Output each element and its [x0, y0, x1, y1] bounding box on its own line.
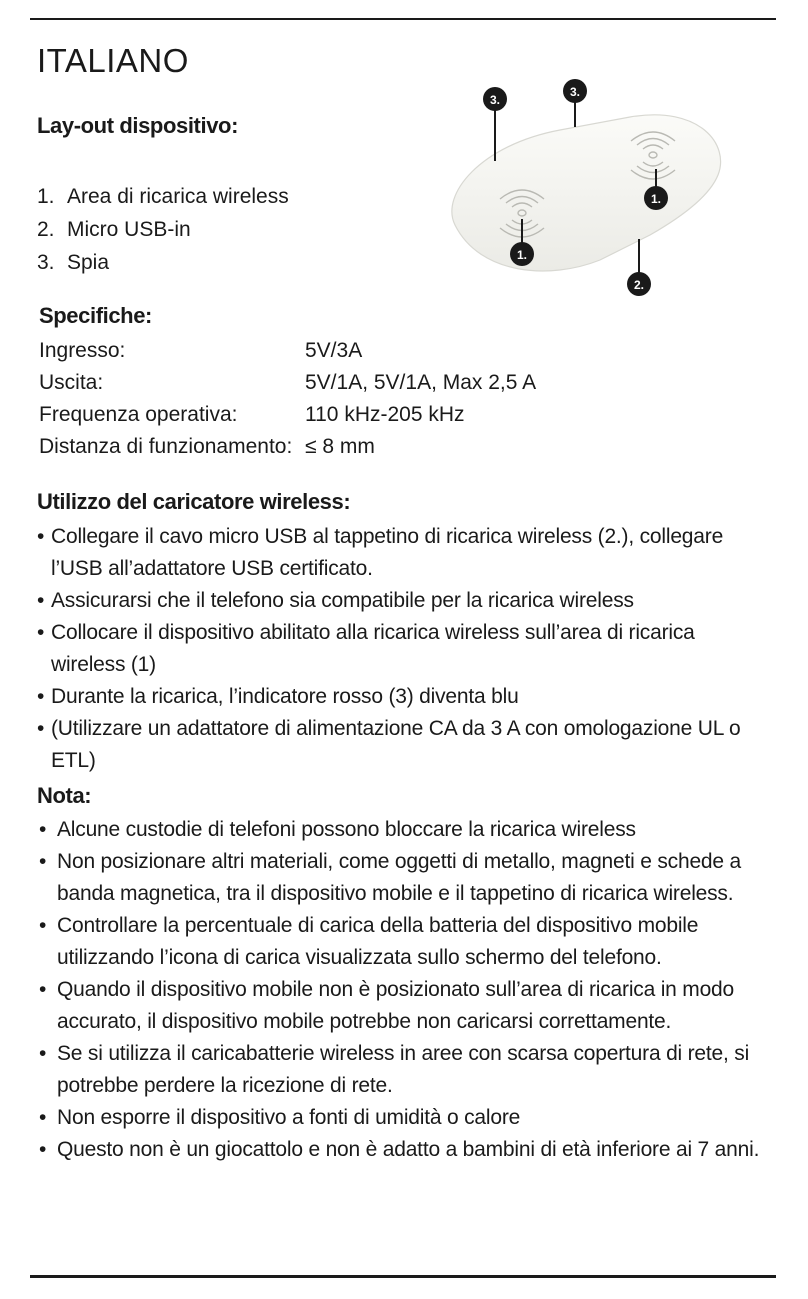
- notes-list: [37, 814, 767, 1166]
- usage-heading: Utilizzo del caricatore wireless:: [37, 489, 351, 514]
- layout-item: 3. Spia: [37, 251, 110, 274]
- list-item: • Collegare il cavo micro USB al tappetino di ricarica wireless (2.), collegare l’USB all’adattatore USB certificato.: [37, 525, 724, 580]
- spec-label: Uscita:: [39, 371, 104, 394]
- spec-row: [39, 335, 536, 367]
- list-item: • Collocare il dispositivo abilitato alla ricarica wireless sull’area di ricarica wireless (1): [37, 621, 695, 676]
- spec-row: [39, 367, 536, 399]
- layout-item: 2. Micro USB-in: [37, 218, 191, 241]
- spec-value: 110 kHz-205 kHz: [305, 403, 465, 426]
- callout-marker: [483, 87, 507, 111]
- spec-value: 5V/3A: [305, 339, 363, 362]
- callout-marker: [644, 186, 668, 210]
- charger-diagram: [440, 75, 740, 300]
- top-rule: [30, 18, 776, 20]
- list-item: • Se si utilizza il caricabatterie wireless in aree con scarsa copertura di rete, si potrebbe perdere la ricezione di rete.: [39, 1042, 750, 1097]
- list-item: • Alcune custodie di telefoni possono bloccare la ricarica wireless: [39, 818, 636, 841]
- spec-value: ≤ 8 mm: [305, 435, 375, 458]
- specs-heading: Specifiche:: [39, 303, 152, 328]
- callout-marker: [510, 242, 534, 266]
- usage-list: [37, 521, 767, 777]
- layout-item: 1. Area di ricarica wireless: [37, 185, 289, 208]
- svg-text:2.: 2.: [633, 278, 645, 292]
- notes-heading: Nota:: [37, 783, 92, 808]
- callout-marker: [563, 79, 587, 103]
- svg-text:1.: 1.: [516, 248, 528, 262]
- layout-heading: Lay-out dispositivo:: [37, 113, 239, 138]
- callout-marker: [627, 272, 651, 296]
- svg-text:3.: 3.: [489, 93, 501, 107]
- list-item: • Non esporre il dispositivo a fonti di umidità o calore: [39, 1106, 521, 1129]
- svg-text:1.: 1.: [650, 192, 662, 206]
- list-item: • Quando il dispositivo mobile non è posizionato sull’area di ricarica in modo accurato, il dispositivo mobile potrebbe non caricarsi correttamente.: [39, 978, 735, 1033]
- spec-row: [39, 431, 536, 463]
- spec-label: Frequenza operativa:: [39, 403, 238, 426]
- list-item: • Questo non è un giocattolo e non è adatto a bambini di età inferiore ai 7 anni.: [39, 1138, 760, 1161]
- spec-value: 5V/1A, 5V/1A, Max 2,5 A: [305, 371, 537, 394]
- specs-table: [39, 335, 536, 463]
- list-item: • (Utilizzare un adattatore di alimentazione CA da 3 A con omologazione UL o ETL): [37, 717, 741, 772]
- spec-label: Ingresso:: [39, 339, 126, 362]
- spec-label: Distanza di funzionamento:: [39, 435, 293, 458]
- list-item: • Assicurarsi che il telefono sia compatibile per la ricarica wireless: [37, 589, 634, 612]
- list-item: • Non posizionare altri materiali, come oggetti di metallo, magneti e schede a banda magnetica, tra il dispositivo mobile e il tappetino di ricarica wireless.: [39, 850, 741, 905]
- language-title: ITALIANO: [37, 42, 189, 79]
- list-item: • Controllare la percentuale di carica della batteria del dispositivo mobile utilizzando l’icona di carica visualizzata sullo schermo del telefono.: [39, 914, 699, 969]
- spec-row: [39, 399, 536, 431]
- charging-pad: [452, 115, 721, 271]
- list-item: • Durante la ricarica, l’indicatore rosso (3) diventa blu: [37, 685, 519, 708]
- bottom-rule: [30, 1275, 776, 1278]
- layout-list: [37, 180, 289, 279]
- svg-text:3.: 3.: [569, 85, 581, 99]
